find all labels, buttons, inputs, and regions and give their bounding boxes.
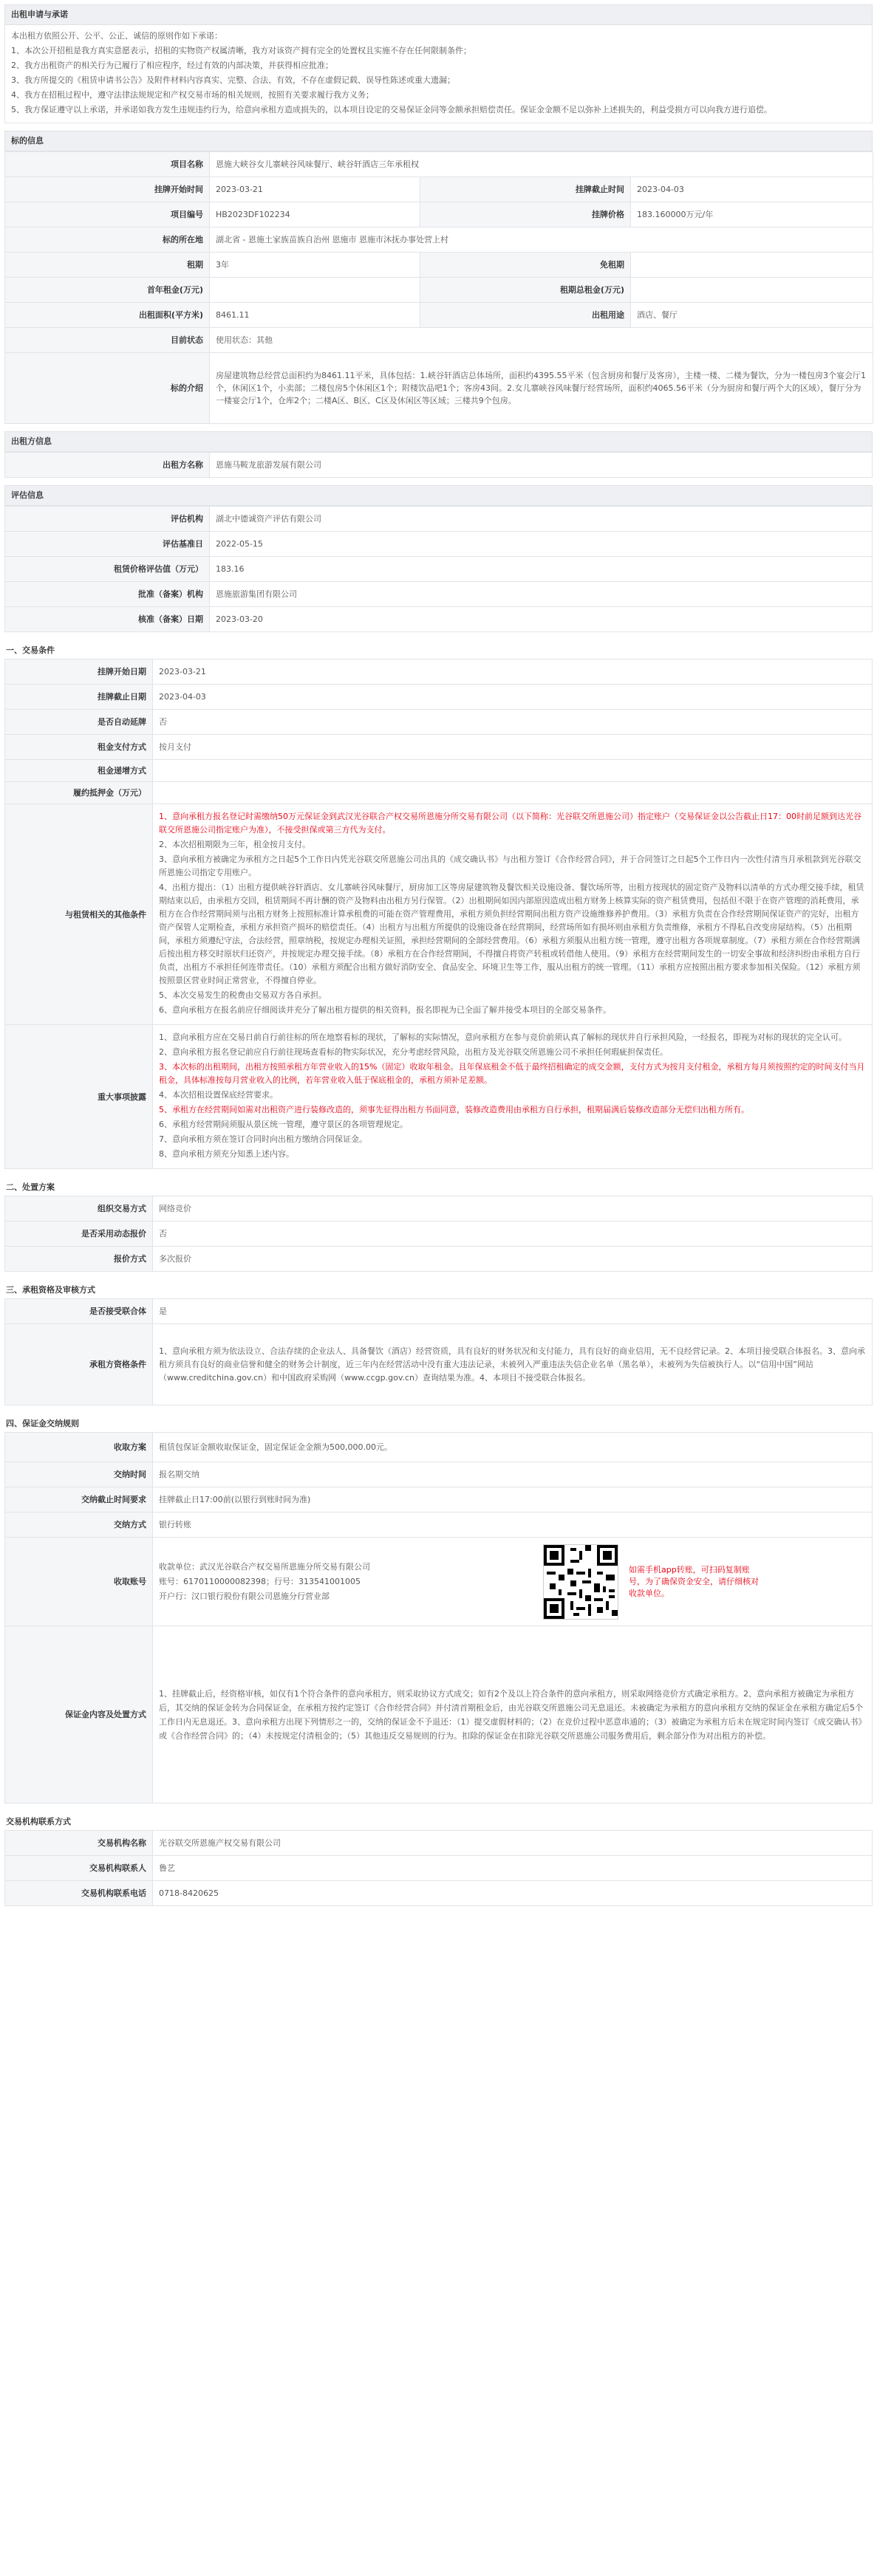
trade-method: 网络竞价 bbox=[153, 1196, 873, 1222]
field-label: 核准（备案）日期 bbox=[5, 607, 210, 632]
field-label: 承租方资格条件 bbox=[5, 1324, 153, 1405]
field-label: 首年租金(万元) bbox=[5, 278, 210, 303]
condition-line: 5、本次交易发生的税费由交易双方各自承担。 bbox=[159, 990, 327, 1000]
rent-increase bbox=[153, 760, 873, 782]
field-label: 评估机构 bbox=[5, 507, 210, 532]
qualify-title: 三、承租资格及审核方式 bbox=[6, 1285, 95, 1295]
current-status: 使用状态：其他 bbox=[210, 328, 873, 353]
field-label: 交纳方式 bbox=[5, 1513, 153, 1538]
field-label: 出租面积(平方米) bbox=[5, 303, 210, 328]
subject-intro: 房屋建筑物总经营总面积约为8461.11平米，具体包括：1.峡谷轩酒店总体场所，面积约4395.55平米（包含厨房和餐厅及客房），主楼一楼、二楼为餐饮，分为一楼包房3个宴会厅1个，休闲区1个，小卖部；二楼包房5个休闲区1个；附楼饮品吧1个；客房43间。2.女儿寨峡谷风味餐厅经营场所，面积约4065.56平米（分为厨房和餐厅两个大的区域），餐厅分为一楼宴会厅1个，仓库2个；二楼A区、B区、C区及休闲区等区域；三楼共9个包房。 bbox=[210, 353, 873, 424]
field-label: 是否自动延牌 bbox=[5, 710, 153, 735]
accept-union: 是 bbox=[153, 1299, 873, 1324]
lessor-table bbox=[4, 452, 873, 478]
subject-title: 标的信息 bbox=[4, 131, 873, 151]
dispose-title: 二、处置方案 bbox=[6, 1182, 55, 1192]
field-label: 报价方式 bbox=[5, 1247, 153, 1272]
total-rent bbox=[631, 278, 873, 303]
rent-payment: 按月支付 bbox=[153, 735, 873, 760]
field-label: 项目名称 bbox=[5, 152, 210, 177]
contact-person: 鲁艺 bbox=[153, 1856, 873, 1881]
field-label: 交易机构联系电话 bbox=[5, 1881, 153, 1906]
field-label: 出租方名称 bbox=[5, 453, 210, 478]
performance-deposit bbox=[153, 782, 873, 804]
approve-date: 2023-03-20 bbox=[210, 607, 873, 632]
deposit-title: 四、保证金交纳规则 bbox=[6, 1419, 79, 1428]
notice-line: 5、承租方在经营期间如需对出租资产进行装修改造的，须事先征得出租方书面同意，装修改造费用由承租方自行承担，租期届满后装修改造部分无偿归出租方所有。 bbox=[159, 1105, 749, 1114]
field-label: 挂牌截止日期 bbox=[5, 685, 153, 710]
field-label: 组织交易方式 bbox=[5, 1196, 153, 1222]
notice-line: 2、意向承租方报名登记前应自行前往现场查看标的物实际状况，充分考虑经营风险，出租方及光谷联交所恩施公司不承担任何瑕疵担保责任。 bbox=[159, 1047, 668, 1057]
qualify-table bbox=[4, 1298, 873, 1405]
account-line: 账号：6170110000082398；行号：313541001005 bbox=[159, 1576, 361, 1586]
eval-title: 评估信息 bbox=[4, 485, 873, 506]
field-label: 挂牌开始时间 bbox=[5, 177, 210, 202]
promise-line: 4、我方在招租过程中，遵守法律法规规定和产权交易市场的相关规则，按照有关要求履行我方义务； bbox=[11, 90, 374, 100]
lease-use: 酒店、餐厅 bbox=[631, 303, 873, 328]
deposit-account bbox=[153, 1538, 873, 1626]
project-code: HB2023DF102234 bbox=[210, 202, 420, 227]
field-label: 目前状态 bbox=[5, 328, 210, 353]
field-label: 租赁价格评估值（万元） bbox=[5, 557, 210, 582]
field-label: 出租用途 bbox=[420, 303, 631, 328]
field-label: 交易机构联系人 bbox=[5, 1856, 153, 1881]
notice-line: 8、意向承租方须充分知悉上述内容。 bbox=[159, 1149, 294, 1159]
other-conditions bbox=[153, 804, 873, 1025]
field-label: 交纳时间 bbox=[5, 1462, 153, 1487]
condition-line: 2、本次招租期限为三年，租金按月支付。 bbox=[159, 840, 310, 849]
qualification-req: 1、意向承租方须为依法设立、合法存续的企业法人、具备餐饮（酒店）经营资质，具有良好的财务状况和支付能力，具有良好的商业信用，无不良经营记录。2、本项目接受联合体报名。3、意向承租方须具有良好的商业信誉和健全的财务会计制度，近三年内在经营活动中没有重大违法记录，未被列入严重违法失信企业名单（黑名单），未被列为失信被执行人。以“信用中国”网站（www.creditchina.gov.cn）和中国政府采购网（www.ccgp.gov.cn）查询结果为准。4、本项目不接受联合体报名。 bbox=[153, 1324, 873, 1405]
location: 湖北省 - 恩施土家族苗族自治州 恩施市 恩施市沐抚办事处营上村 bbox=[210, 227, 873, 253]
field-label: 重大事项披露 bbox=[5, 1025, 153, 1169]
eval-price: 183.16 bbox=[210, 557, 873, 582]
qr-note: 如需手机app转账，可扫码复制账号，为了确保资金安全，请仔细核对收款单位。 bbox=[629, 1564, 759, 1598]
dispose-table bbox=[4, 1196, 873, 1272]
contact-org: 光谷联交所恩施产权交易有限公司 bbox=[153, 1831, 873, 1856]
contact-phone: 0718-8420625 bbox=[153, 1881, 873, 1906]
notice-line: 3、本次标的出租期间，出租方按照承租方年营业收入的15%（固定）收取年租金。且年保底租金不低于最终招租确定的成交金额，支付方式为按月支付租金，承租方每月须按照约定的时间支付当月租金，具体标准按每月营业收入的比例，若年营业收入低于保底租金的，承租方须补足差额。 bbox=[159, 1062, 865, 1085]
trade-title: 一、交易条件 bbox=[6, 645, 55, 655]
eval-org: 湖北中德诚资产评估有限公司 bbox=[210, 507, 873, 532]
field-label: 收取方案 bbox=[5, 1433, 153, 1462]
contact-table bbox=[4, 1830, 873, 1906]
project-name: 恩施大峡谷女儿寨峡谷风味餐厅、峡谷轩酒店三年承租权 bbox=[210, 152, 873, 177]
condition-line: 4、出租方提出：（1）出租方提供峡谷轩酒店、女儿寨峡谷风味餐厅，厨房加工区等房屋建筑物及餐饮相关设施设备、餐饮场所等，出租方按现状的固定资产及物料以清单的方式办理交接手续，租赁期结束以后，由承租方交回，租赁期间不再计酬的资产及物料由出租方另行保管。（2）出租期间如因内部原因造成出租方财务上核算实际的资产租赁费用，包括但不限于在资产管理的消耗费用，承租方在合作经营期间须与出租方财务上按照标准计算承租费的可能在资产管理费用，承租方须负担经营期间出租方资产设施维修养护费用。（3）承租方负责在合作经营期间保证资产的完好，出租方资产保管人定期检查，承租方承担资产损坏的赔偿责任。（4）出租方与出租方所提供的设施设备在经营期间，经营场所如有损坏则由承租方负责维修，承租方不得私自改变房屋结构。（5）出租期间，承租方须遵纪守法，合法经营，照章纳税，按规定办理相关证照，承担经营期间的全部经营费用。（6）承租方须服从出租方统一管理，遵守出租方各项规章制度。（7）承租方须在合作经营期满后按出租方移交时原状归还资产，并按规定办理交接手续。（8）承租方在合作经营期间，不得擅自将资产转租或转借他人使用。（9）承租方在经营期间发生的一切安全事故和经济纠纷由承租方自行负责，出租方不承担任何连带责任。（10）承租方须配合出租方做好消防安全、食品安全、环境卫生等工作，服从出租方的统一管理。（11）承租方应按照出租方要求参加相关保险。（12）承租方须按照景区营业时间正常营业，不得擅自停业。 bbox=[159, 883, 864, 985]
contact-title: 交易机构联系方式 bbox=[6, 1817, 71, 1826]
lessor-title: 出租方信息 bbox=[4, 431, 873, 452]
field-label: 是否接受联合体 bbox=[5, 1299, 153, 1324]
qr-code-icon[interactable] bbox=[543, 1544, 618, 1620]
field-label: 与租赁相关的其他条件 bbox=[5, 804, 153, 1025]
field-label: 标的所在地 bbox=[5, 227, 210, 253]
listing-end: 2023-04-03 bbox=[631, 177, 873, 202]
field-label: 交纳截止时间要求 bbox=[5, 1487, 153, 1513]
account-line: 开户行：汉口银行股份有限公司恩施分行营业部 bbox=[159, 1591, 330, 1601]
subject-table bbox=[4, 151, 873, 424]
field-label: 免租期 bbox=[420, 253, 631, 278]
field-label: 项目编号 bbox=[5, 202, 210, 227]
field-label: 履约抵押金（万元） bbox=[5, 782, 153, 804]
field-label: 批准（备案）机构 bbox=[5, 582, 210, 607]
approve-org: 恩施旅游集团有限公司 bbox=[210, 582, 873, 607]
deposit-way: 银行转账 bbox=[153, 1513, 873, 1538]
field-label: 标的介绍 bbox=[5, 353, 210, 424]
trade-end: 2023-04-03 bbox=[153, 685, 873, 710]
trade-start: 2023-03-21 bbox=[153, 660, 873, 685]
field-label: 交易机构名称 bbox=[5, 1831, 153, 1856]
dynamic-quote: 否 bbox=[153, 1222, 873, 1247]
notice-line: 7、意向承租方须在签订合同时向出租方缴纳合同保证金。 bbox=[159, 1134, 367, 1144]
auto-extend: 否 bbox=[153, 710, 873, 735]
field-label: 租金递增方式 bbox=[5, 760, 153, 782]
field-label: 评估基准日 bbox=[5, 532, 210, 557]
promise-line: 2、我方出租资产的相关行为已履行了相应程序，经过有效的内部决策，并获得相应批准； bbox=[11, 61, 333, 70]
field-label: 租期 bbox=[5, 253, 210, 278]
promise-body bbox=[4, 25, 873, 123]
rent-free-period bbox=[631, 253, 873, 278]
account-line: 收款单位：武汉光谷联合产权交易所恩施分所交易有限公司 bbox=[159, 1561, 370, 1572]
major-notice bbox=[153, 1025, 873, 1169]
deposit-handling: 1、挂牌截止后，经资格审核，如仅有1个符合条件的意向承租方，则采取协议方式成交；如有2个及以上符合条件的意向承租方，则采取网络竞价方式确定承租方。2、意向承租方被确定为承租方后，其交纳的保证金转为合同保证金，在承租方按约定签订《合作经营合同》并付清首期租金后，由光谷联交所恩施公司无息退还。未被确定为承租方的意向承租方交纳的保证金在承租方确定后5个工作日内无息退还。3、意向承租方出现下列情形之一的，交纳的保证金不予退还：（1）提交虚假材料的；（2）在竞价过程中恶意串通的；（3）被确定为承租方后未在规定时间内签订《成交确认书》或《合作经营合同》的；（4）未按规定付清租金的；（5）其他违反交易规则的行为。扣除的保证金在扣除光谷联交所恩施公司服务费用后，剩余部分作为对出租方的补偿。 bbox=[153, 1626, 873, 1803]
field-label: 收取账号 bbox=[5, 1538, 153, 1626]
condition-line: 3、意向承租方被确定为承租方之日起5个工作日内凭光谷联交所恩施公司出具的《成交确认书》与出租方签订《合作经营合同》，并于合同签订之日起5个工作日内一次性付清当月承租款到光谷联交所恩施公司指定专用账户。 bbox=[159, 854, 861, 877]
lease-term: 3年 bbox=[210, 253, 420, 278]
bid-method: 多次报价 bbox=[153, 1247, 873, 1272]
listing-start: 2023-03-21 bbox=[210, 177, 420, 202]
field-label: 保证金内容及处置方式 bbox=[5, 1626, 153, 1803]
condition-line: 1、意向承租方报名登记时需缴纳50万元保证金到武汉光谷联合产权交易所恩施分所交易有限公司（以下简称：光谷联交所恩施公司）指定账户（交易保证金以公告截止日17：00时前足额到达光谷联交所恩施公司指定账户为准），不接受担保或第三方代为支付。 bbox=[159, 812, 861, 835]
promise-line: 3、我方所提交的《租赁申请书公告》及附件材料内容真实、完整、合法、有效，不存在虚假记载、误导性陈述或重大遗漏； bbox=[11, 75, 455, 85]
promise-line: 本出租方依照公开、公平、公正、诚信的原则作如下承诺： bbox=[11, 31, 222, 41]
notice-line: 6、承租方经营期间须服从景区统一管理，遵守景区的各项管理规定。 bbox=[159, 1120, 408, 1129]
field-label: 是否采用动态报价 bbox=[5, 1222, 153, 1247]
deposit-table bbox=[4, 1432, 873, 1803]
trade-table bbox=[4, 659, 873, 1169]
lessor-name: 恩施马鞍龙旅游发展有限公司 bbox=[210, 453, 873, 478]
field-label: 挂牌开始日期 bbox=[5, 660, 153, 685]
notice-line: 4、本次招租设置保底经营要求。 bbox=[159, 1090, 278, 1100]
field-label: 挂牌价格 bbox=[420, 202, 631, 227]
first-year-rent bbox=[210, 278, 420, 303]
listing-price: 183.160000万元/年 bbox=[631, 202, 873, 227]
field-label: 租期总租金(万元) bbox=[420, 278, 631, 303]
eval-date: 2022-05-15 bbox=[210, 532, 873, 557]
deposit-amount: 租赁包保证金额收取保证金，固定保证金金额为500,000.00元。 bbox=[153, 1433, 873, 1462]
field-label: 租金支付方式 bbox=[5, 735, 153, 760]
promise-title: 出租申请与承诺 bbox=[4, 4, 873, 25]
notice-line: 1、意向承租方应在交易日前自行前往标的所在地察看标的现状，了解标的实际情况，意向承租方在参与竞价前须认真了解标的现状并自行承担风险，一经报名，即视为对标的现状的完全认可。 bbox=[159, 1032, 847, 1042]
eval-table bbox=[4, 506, 873, 632]
promise-line: 5、我方保证遵守以上承诺，并承诺如我方发生违规违约行为，给意向承租方造成损失的，以本项目设定的交易保证金同等金额承担赔偿责任。保证金金额不足以弥补上述损失的，利益受损方可以向我方进行追偿。 bbox=[11, 105, 772, 114]
condition-line: 6、意向承租方在报名前应仔细阅读并充分了解出租方提供的相关资料，报名即视为已全面了解并接受本项目的全部交易条件。 bbox=[159, 1005, 611, 1015]
promise-line: 1、本次公开招租是我方真实意愿表示，招租的实物资产权属清晰，我方对该资产拥有完全的处置权且实施不存在任何限制条件； bbox=[11, 46, 471, 55]
field-label: 挂牌截止时间 bbox=[420, 177, 631, 202]
deposit-deadline: 挂牌截止日17:00前(以银行到账时间为准) bbox=[153, 1487, 873, 1513]
lease-area: 8461.11 bbox=[210, 303, 420, 328]
deposit-time: 报名期交纳 bbox=[153, 1462, 873, 1487]
